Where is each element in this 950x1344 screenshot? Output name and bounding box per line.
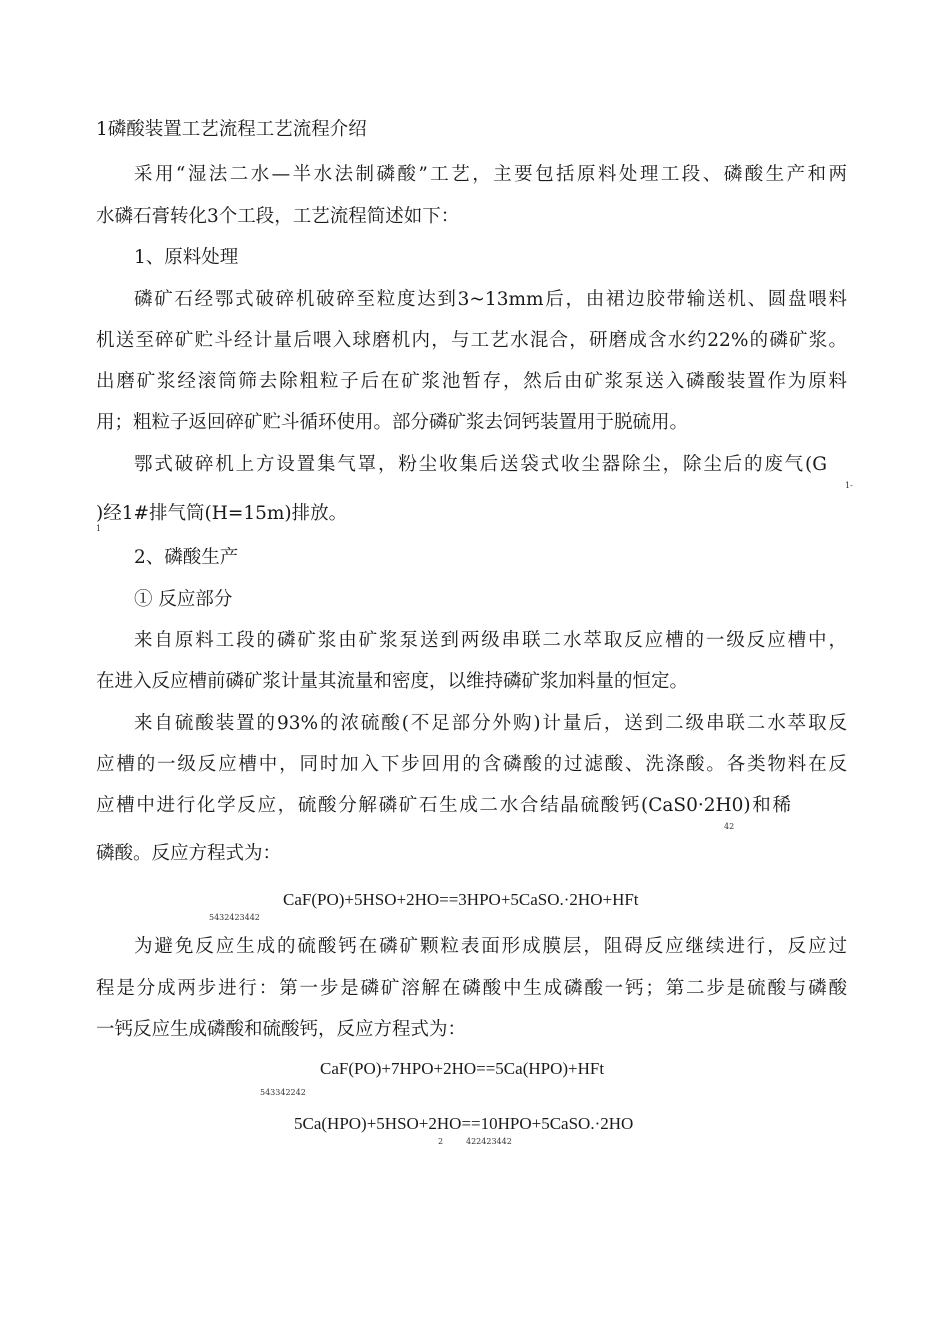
reaction-equation: CaF(PO)+5HSO+2HO==3HPO+5CaSO.·2HO+HFt <box>283 890 639 909</box>
paragraph-line: 鄂式破碎机上方设置集气罩，粉尘收集后送袋式收尘器除尘，除尘后的废气(G <box>134 454 827 475</box>
paragraph-line: 水磷石膏转化3个工段，工艺流程简述如下： <box>96 206 460 227</box>
subscript-note: 42 <box>724 822 735 831</box>
paragraph-line: )经1#排气筒(H=15m)排放。 <box>96 503 348 524</box>
paragraph-line: 出磨矿浆经滚筒筛去除粗粒子后在矿浆池暂存，然后由矿浆泵送入磷酸装置作为原料 <box>96 371 847 392</box>
paragraph-line: 采用“湿法二水—半水法制磷酸”工艺，主要包括原料处理工段、磷酸生产和两 <box>134 164 847 185</box>
section-heading: 2、磷酸生产 <box>134 547 239 568</box>
document-title: 1磷酸装置工艺流程工艺流程介绍 <box>96 119 367 140</box>
equation-subscripts: 422423442 <box>466 1137 512 1146</box>
subscript-note: 1 <box>96 524 102 533</box>
paragraph-line: 应槽中进行化学反应，硫酸分解磷矿石生成二水合结晶硫酸钙(CaS0·2H0)和稀 <box>96 795 791 816</box>
reaction-equation: CaF(PO)+7HPO+2HO==5Ca(HPO)+HFt <box>320 1059 605 1078</box>
sub-heading: ① 反应部分 <box>134 589 233 610</box>
paragraph-line: 磷酸。反应方程式为： <box>96 843 282 864</box>
subscript-note: 1- <box>845 481 853 490</box>
equation-subscripts: 2 <box>438 1137 444 1146</box>
paragraph-line: 一钙反应生成磷酸和硫酸钙，反应方程式为： <box>96 1019 467 1040</box>
section-heading: 1、原料处理 <box>134 247 239 268</box>
reaction-equation: 5Ca(HPO)+5HSO+2HO==10HPO+5CaSO.·2HO <box>294 1114 634 1133</box>
paragraph-line: 在进入反应槽前磷矿浆计量其流量和密度，以维持磷矿浆加料量的恒定。 <box>96 671 689 692</box>
paragraph-line: 磷矿石经鄂式破碎机破碎至粒度达到3~13mm后，由裙边胶带输送机、圆盘喂料 <box>134 289 847 310</box>
paragraph-line: 机送至碎矿贮斗经计量后喂入球磨机内，与工艺水混合，研磨成含水约22%的磷矿浆。 <box>96 330 847 351</box>
equation-subscripts: 5432423442 <box>209 913 260 922</box>
paragraph-line: 应槽的一级反应槽中，同时加入下步回用的含磷酸的过滤酸、洗涤酸。各类物料在反 <box>96 754 847 775</box>
paragraph-line: 来自原料工段的磷矿浆由矿浆泵送到两级串联二水萃取反应槽的一级反应槽中， <box>134 630 847 651</box>
paragraph-line: 来自硫酸装置的93%的浓硫酸(不足部分外购)计量后，送到二级串联二水萃取反 <box>134 713 847 734</box>
paragraph-line: 程是分成两步进行：第一步是磷矿溶解在磷酸中生成磷酸一钙；第二步是硫酸与磷酸 <box>96 978 847 999</box>
equation-subscripts: 543342242 <box>260 1088 306 1097</box>
paragraph-line: 为避免反应生成的硫酸钙在磷矿颗粒表面形成膜层，阻碍反应继续进行，反应过 <box>134 936 847 957</box>
paragraph-line: 用；粗粒子返回碎矿贮斗循环使用。部分磷矿浆去饲钙装置用于脱硫用。 <box>96 412 689 433</box>
